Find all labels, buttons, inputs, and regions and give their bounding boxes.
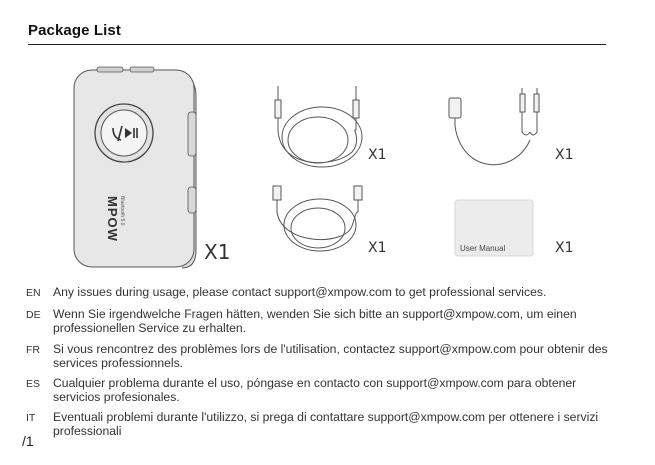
rca-cable-qty: X1 bbox=[555, 147, 574, 163]
usb-cable-qty: X1 bbox=[368, 240, 387, 256]
adapter-illustration bbox=[74, 67, 196, 268]
adapter-brand: MPOW bbox=[105, 196, 120, 242]
lang-code: ES bbox=[26, 378, 41, 390]
audio-cable-illustration bbox=[275, 86, 362, 167]
lang-code: DE bbox=[26, 309, 41, 321]
page-mark: /1 bbox=[22, 433, 34, 449]
adapter-model: Bluetooth 5.0 bbox=[119, 196, 125, 226]
user-manual-qty: X1 bbox=[555, 240, 574, 256]
page-title: Package List bbox=[28, 22, 121, 39]
adapter-qty: X1 bbox=[204, 240, 231, 264]
audio-cable-qty: X1 bbox=[368, 147, 387, 163]
notice-text: Any issues during usage, please contact support@xmpow.com to get professional services. bbox=[53, 285, 547, 299]
user-manual-illustration bbox=[455, 200, 533, 256]
usb-cable-illustration bbox=[273, 186, 362, 251]
notice-text: Cualquier problema durante el uso, póngase en contacto con support@xmpow.com para obtener servicios profesionales. bbox=[53, 376, 577, 404]
user-manual-label: User Manual bbox=[460, 244, 506, 253]
lang-code: FR bbox=[26, 344, 40, 356]
notice-text: Wenn Sie irgendwelche Fragen hätten, wenden Sie sich bitte an support@xmpow.com, um einen professionellen Service zu erhalten. bbox=[53, 307, 577, 335]
lang-code: IT bbox=[26, 412, 36, 424]
notice-text: Si vous rencontrez des problèmes lors de l'utilisation, contactez support@xmpow.com pour obtenir des services professionnels. bbox=[53, 342, 608, 370]
rca-cable-illustration bbox=[449, 88, 539, 165]
lang-code: EN bbox=[26, 287, 41, 299]
notice-text: Eventuali problemi durante l'utilizzo, si prega di contattare support@xmpow.com per ottenere i servizi professionali bbox=[53, 410, 599, 438]
